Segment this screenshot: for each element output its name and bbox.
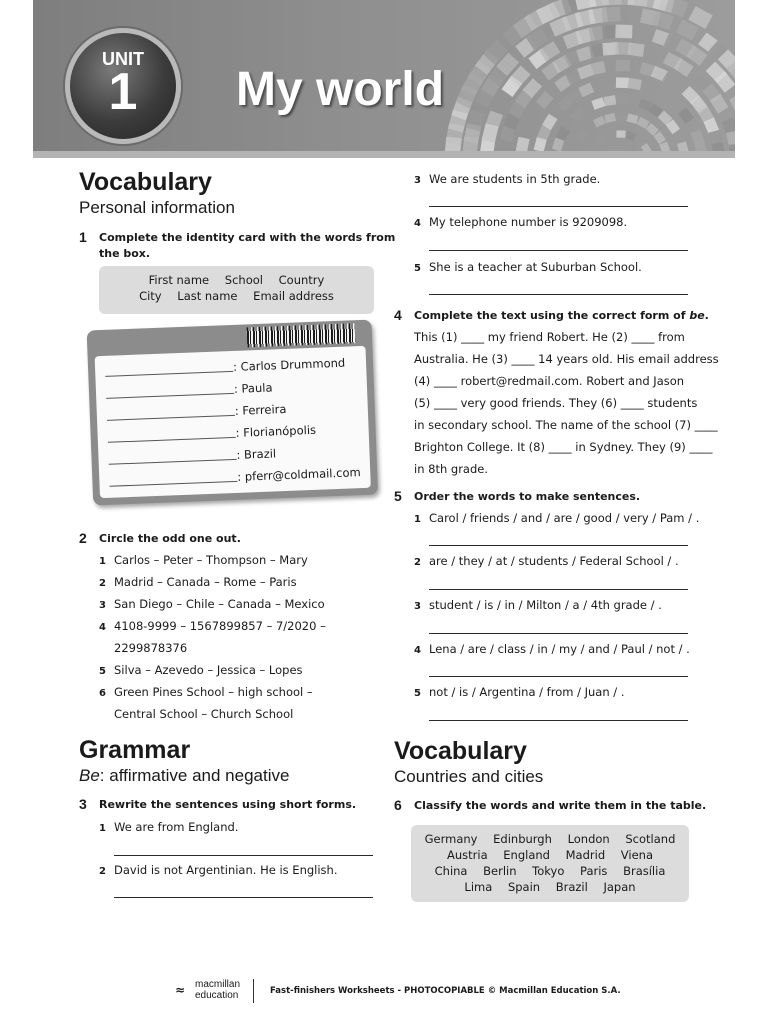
word-box-word: Viena xyxy=(620,848,654,862)
word-box-word: Austria xyxy=(446,848,488,862)
word-box-personal-info xyxy=(99,266,374,314)
unit-badge xyxy=(65,28,181,144)
answer-line[interactable] xyxy=(429,633,688,634)
word-box-word: First name xyxy=(148,273,210,287)
exercise-1-instruction xyxy=(99,230,395,262)
odd-one-out-item[interactable]: Madrid – Canada – Rome – Paris xyxy=(114,575,297,589)
odd-one-out-item[interactable]: Green Pines School – high school – xyxy=(114,685,313,699)
identity-card-frame xyxy=(87,320,379,506)
vocabulary-heading: Vocabulary xyxy=(79,168,212,196)
paragraph-line: (5) ____ very good friends. They (6) ____ students xyxy=(414,396,698,410)
paragraph-line: (4) ____ robert@redmail.com. Robert and Jason xyxy=(414,374,685,388)
item-number: 5 xyxy=(99,666,106,677)
instruction-text: Complete the text using the correct form of xyxy=(414,309,690,322)
word-box-row xyxy=(411,847,689,863)
vocabulary-subheading: Personal information xyxy=(79,198,235,217)
mosaic-tile xyxy=(616,95,628,105)
exercise-2-instruction: Circle the odd one out. xyxy=(99,532,241,545)
word-box-word: Email address xyxy=(253,289,334,303)
odd-one-out-item[interactable]: Silva – Azevedo – Jessica – Lopes xyxy=(114,663,303,677)
item-number: 6 xyxy=(99,688,106,699)
item-number: 4 xyxy=(99,622,106,633)
answer-line[interactable] xyxy=(429,545,688,546)
odd-one-out-item[interactable]: 4108-9999 – 1567899857 – 7/2020 – xyxy=(114,619,326,633)
word-box-word: China xyxy=(434,864,468,878)
identity-card-body xyxy=(95,346,371,498)
paragraph-line: Brighton College. It (8) ____ in Sydney. They (9) ____ xyxy=(414,440,713,454)
unit-header xyxy=(33,0,735,158)
scrambled-sentence: student / is / in / Milton / a / 4th grade / . xyxy=(429,598,662,612)
scrambled-sentence: Lena / are / class / in / my / and / Paul / not / . xyxy=(429,642,690,656)
subtitle-rest: : affirmative and negative xyxy=(99,766,290,785)
mosaic-tile xyxy=(677,142,689,151)
item-number: 3 xyxy=(99,600,106,611)
item-number: 2 xyxy=(99,866,106,877)
sentence-prompt: My telephone number is 9209098. xyxy=(429,215,628,229)
odd-one-out-item-continued[interactable]: Central School – Church School xyxy=(114,707,294,721)
card-value: : Carlos Drummond xyxy=(232,355,346,374)
scrambled-sentence: are / they / at / students / Federal School / . xyxy=(429,554,679,568)
instruction-end: . xyxy=(704,309,709,322)
exercise-6-number: 6 xyxy=(394,797,402,813)
answer-line[interactable] xyxy=(429,676,688,677)
unit-number: 1 xyxy=(108,63,138,121)
paragraph-line: in 8th grade. xyxy=(414,462,489,476)
exercise-6-instruction: Classify the words and write them in the table. xyxy=(414,799,707,812)
mosaic-tile xyxy=(570,108,585,123)
paragraph-line: This (1) ____ my friend Robert. He (2) ____ from xyxy=(414,330,685,344)
card-answer-line[interactable] xyxy=(107,415,235,421)
answer-line[interactable] xyxy=(114,855,373,856)
mosaic-tile xyxy=(576,129,589,142)
item-number: 5 xyxy=(414,688,421,699)
mosaic-tile xyxy=(626,113,638,124)
word-box-word: Germany xyxy=(424,832,478,846)
card-answer-line[interactable] xyxy=(106,393,234,399)
exercise-1-number: 1 xyxy=(79,229,87,245)
barcode-graphic xyxy=(247,323,356,347)
sentence-prompt: We are students in 5th grade. xyxy=(429,172,601,186)
odd-one-out-item[interactable]: Carlos – Peter – Thompson – Mary xyxy=(114,553,308,567)
card-answer-line[interactable] xyxy=(108,437,236,443)
item-number: 1 xyxy=(99,823,106,834)
mosaic-tile xyxy=(516,137,530,151)
word-box-word: Last name xyxy=(177,289,238,303)
mosaic-tile xyxy=(615,24,632,38)
scrambled-sentence: not / is / Argentina / from / Juan / . xyxy=(429,685,625,699)
odd-one-out-item[interactable]: San Diego – Chile – Canada – Mexico xyxy=(114,597,325,611)
instruction-emphasis: be xyxy=(689,309,705,322)
vocabulary-2-subheading: Countries and cities xyxy=(394,767,544,786)
word-box-word: Paris xyxy=(580,864,608,878)
instruction-line: Complete the identity card with the words from xyxy=(99,231,396,244)
mosaic-tile xyxy=(536,91,554,109)
mosaic-tile xyxy=(625,131,636,141)
grammar-subheading xyxy=(79,766,289,786)
gap-fill-paragraph xyxy=(414,326,719,480)
mosaic-tile xyxy=(593,116,606,128)
footer-divider xyxy=(253,979,254,1003)
grammar-heading: Grammar xyxy=(79,736,191,764)
answer-line[interactable] xyxy=(429,206,688,207)
sentence-prompt: She is a teacher at Suburban School. xyxy=(429,260,642,274)
word-box-row xyxy=(99,288,374,304)
exercise-4-number: 4 xyxy=(394,307,402,323)
word-box-word: London xyxy=(567,832,610,846)
card-answer-line[interactable] xyxy=(105,371,233,377)
exercise-3-number: 3 xyxy=(79,796,87,812)
word-box-word: Brasília xyxy=(623,864,666,878)
word-box-word: City xyxy=(139,289,162,303)
answer-line[interactable] xyxy=(114,897,373,898)
macmillan-logo-icon: ≈ xyxy=(175,983,186,997)
mosaic-tile xyxy=(602,7,621,23)
mosaic-tile xyxy=(590,61,606,75)
mosaic-tile xyxy=(616,60,631,72)
mosaic-tile xyxy=(603,95,616,106)
unit-title: My world xyxy=(236,63,445,116)
logo-line: education xyxy=(195,990,239,1001)
mosaic-tile xyxy=(616,77,629,88)
word-box-row xyxy=(411,863,689,879)
exercise-5-number: 5 xyxy=(394,488,402,504)
item-number: 2 xyxy=(99,578,106,589)
mosaic-tile xyxy=(627,96,640,108)
item-number: 1 xyxy=(99,556,106,567)
word-box-word: Spain xyxy=(507,880,541,894)
mosaic-tile xyxy=(628,42,645,56)
logo-line: macmillan xyxy=(195,979,241,990)
word-box-word: Tokyo xyxy=(532,864,565,878)
page-footer xyxy=(175,979,621,1005)
item-number: 2 xyxy=(414,557,421,568)
card-answer-line[interactable] xyxy=(110,481,238,487)
item-number: 5 xyxy=(414,263,421,274)
word-box-row xyxy=(411,879,689,895)
mosaic-tile xyxy=(678,107,694,123)
macmillan-logo-text xyxy=(195,979,240,1001)
exercise-4-instruction xyxy=(414,308,709,324)
word-box-word: Scotland xyxy=(625,832,676,846)
header-band xyxy=(33,151,735,158)
card-value: : Brazil xyxy=(236,446,277,462)
word-box-countries-cities xyxy=(411,825,689,902)
word-box-word: Lima xyxy=(464,880,493,894)
exercise-5-instruction: Order the words to make sentences. xyxy=(414,490,641,503)
mosaic-tile xyxy=(604,113,616,123)
mosaic-decoration xyxy=(405,0,735,151)
mosaic-tile xyxy=(616,113,627,121)
item-number: 3 xyxy=(414,601,421,612)
answer-line[interactable] xyxy=(429,589,688,590)
item-number: 4 xyxy=(414,645,421,656)
card-value: : Ferreira xyxy=(234,401,287,418)
card-value: : pferr@coldmail.com xyxy=(237,465,361,484)
word-box-word: Country xyxy=(278,273,325,287)
word-box-word: School xyxy=(224,273,263,287)
word-box-word: Edinburgh xyxy=(493,832,552,846)
word-box-row xyxy=(99,272,374,288)
footer-copyright: Fast-finishers Worksheets - PHOTOCOPIABLE © Macmillan Education S.A. xyxy=(270,986,621,996)
word-box-word: Japan xyxy=(603,880,636,894)
word-box-word: Brazil xyxy=(555,880,588,894)
card-value: : Paula xyxy=(233,380,273,396)
sentence-prompt: We are from England. xyxy=(114,820,239,834)
word-box-row xyxy=(411,831,689,847)
sentence-prompt: David is not Argentinian. He is English. xyxy=(114,863,338,877)
item-number: 1 xyxy=(414,514,421,525)
word-box-word: Madrid xyxy=(565,848,606,862)
vocabulary-2-heading: Vocabulary xyxy=(394,737,527,765)
identity-card xyxy=(87,320,379,513)
odd-one-out-item-continued[interactable]: 2299878376 xyxy=(114,641,188,655)
word-box-word: England xyxy=(503,848,550,862)
exercise-2-number: 2 xyxy=(79,530,87,546)
answer-line[interactable] xyxy=(429,720,688,721)
scrambled-sentence: Carol / friends / and / are / good / very / Pam / . xyxy=(429,511,700,525)
card-answer-line[interactable] xyxy=(109,459,237,465)
paragraph-line: in secondary school. The name of the school (7) ____ xyxy=(414,418,718,432)
mosaic-tile xyxy=(627,78,642,90)
paragraph-line: Australia. He (3) ____ 14 years old. His email address xyxy=(414,352,719,366)
exercise-3-instruction: Rewrite the sentences using short forms. xyxy=(99,798,357,811)
mosaic-tile xyxy=(729,93,735,114)
word-box-word: Berlin xyxy=(483,864,517,878)
item-number: 4 xyxy=(414,218,421,229)
unit-label: UNIT xyxy=(102,49,144,69)
answer-line[interactable] xyxy=(429,294,688,295)
answer-line[interactable] xyxy=(429,250,688,251)
mosaic-tile xyxy=(641,143,652,151)
mosaic-tile xyxy=(591,97,605,110)
instruction-line: the box. xyxy=(99,247,151,260)
item-number: 3 xyxy=(414,175,421,186)
card-value: : Florianópolis xyxy=(235,422,317,440)
subtitle-emphasis: Be xyxy=(79,766,100,785)
mosaic-tile xyxy=(616,130,625,137)
